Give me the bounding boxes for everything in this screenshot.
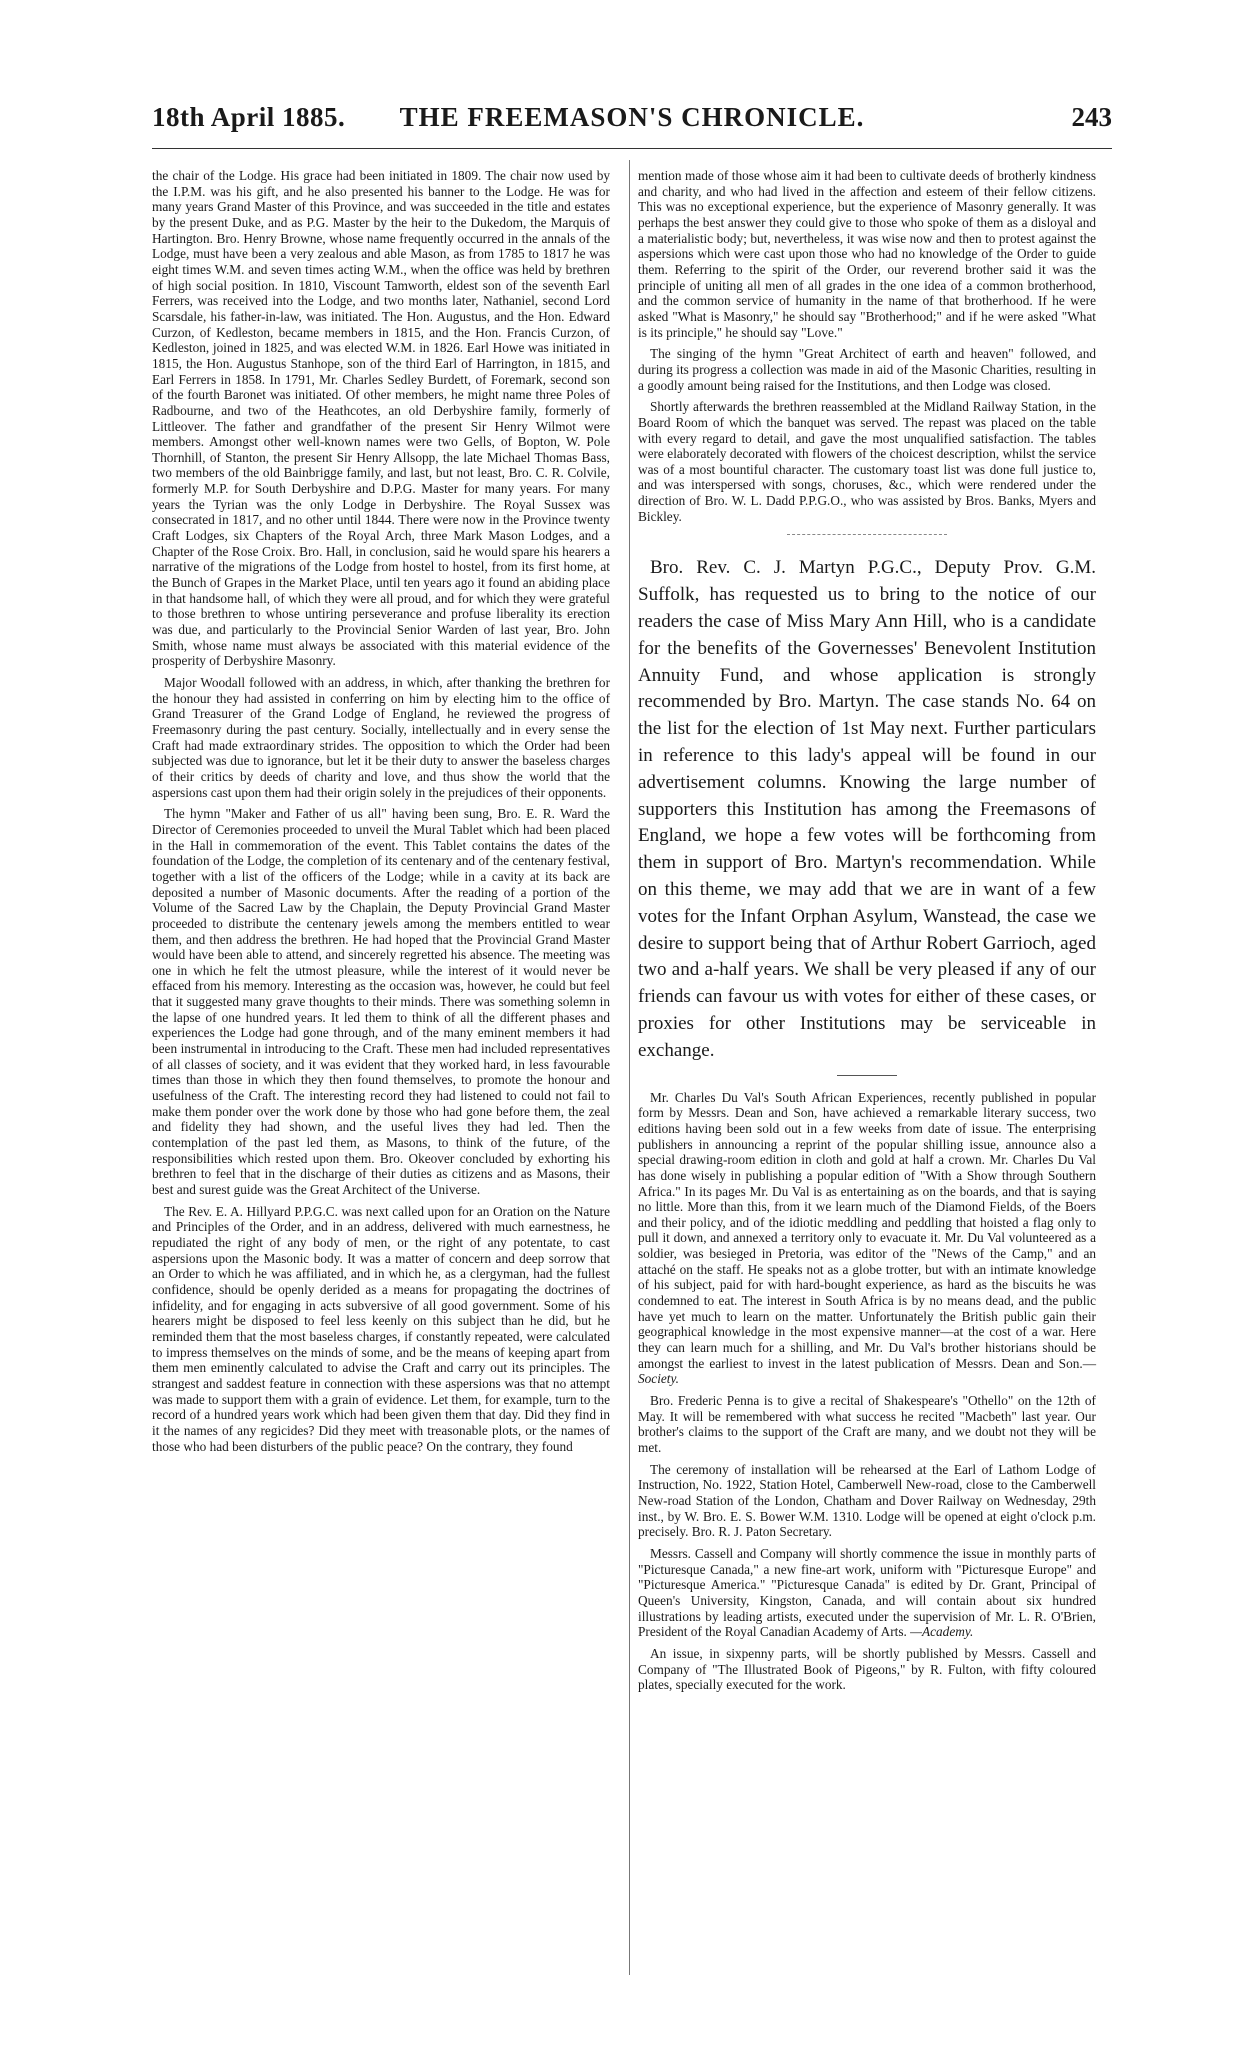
news-note [638, 1646, 1096, 1693]
news-note-text: Messrs. Cassell and Company will shortly commence the issue in monthly parts of "Picturesque Canada," a new fine-art work, uniform with "Picturesque Europe" and "Picturesque America." "Picturesque Canada" is edited by Dr. Grant, Principal of Queen's University, Kingston, Canada, and will contain about six hundred illustrations by leading artists, executed under the supervision of Mr. L. R. O'Brien, President of the Royal Canadian Academy of Arts. [638, 1545, 1096, 1640]
masthead [152, 96, 1112, 136]
editorial-notice: Bro. Rev. C. J. Martyn P.G.C., Deputy Prov. G.M. Suffolk, has requested us to bring to the notice of our readers the case of Miss Mary Ann Hill, who is a candidate for the benefits of the Governesses' Benevolent Institution Annuity Fund, and whose application is strongly recommended by Bro. Martyn. The case stands No. 64 on the list for the election of 1st May next. Further particulars in reference to this lady's appeal will be found in our advertisement columns. Knowing the large number of supporters this Institution has among the Freemasons of England, we hope a few votes will be forthcoming from them in support of Bro. Martyn's recommendation. While on this theme, we may add that we are in want of a few votes for the Infant Orphan Asylum, Wanstead, the case we desire to support being that of Arthur Robert Garrioch, aged two and a-half years. We shall be very pleased if any of our friends can favour us with votes for either of these cases, or proxies for other Institutions may be serviceable in exchange. [638, 557, 1096, 1061]
article-paragraph: Shortly afterwards the brethren reassembled at the Midland Railway Station, in the Board Room of which the banquet was served. The repast was placed on the table with every regard to detail, and gave the most unqualified satisfaction. The tables were elaborately decorated with flowers of the choicest description, whilst the service was of a most bountiful character. The customary toast list was done full justice to, and was interspersed with songs, choruses, &c., which were rendered under the direction of Bro. W. L. Dadd P.P.G.O., who was assisted by Bros. Banks, Myers and Bickley. [638, 399, 1096, 524]
news-note-text: Mr. Charles Du Val's South African Experiences, recently published in popular form by Messrs. Dean and Son, have achieved a remarkable literary success, two editions having been sold out in a few weeks from date of issue. The enterprising publishers in announcing a reprint of the popular shilling issue, announce also a special drawing-room edition in cloth and gold at half a crown. Mr. Charles Du Val has done wisely in publishing a popular edition of "With a Show through Southern Africa." In its pages Mr. Du Val is as entertaining as on the boards, and that is saying no little. More than this, from it we learn much of the Diamond Fields, of the Boers and their policy, and of the idiotic meddling and peddling that hoisted a flag only to pull it down, and annexed a territory only to evacuate it. Mr. Du Val volunteered as a soldier, was besieged in Pretoria, was editor of the "News of the Camp," and an attaché on the staff. He speaks not as a globe trotter, but with an intimate knowledge of his subject, paid for with hard-bought experience, as hard as the biscuits he was condemned to eat. The interest in South Africa is by no means dead, and the public have yet much to learn on the matter. Unfortunately the British public gain their geographical knowledge in the most expensive manner—at the cost of a war. Here they can learn much for a shilling, and Mr. Du Val's brother historians should be amongst the earliest to invest in the latest publication of Messrs. Dean and Son.— [638, 1089, 1096, 1371]
news-note-text: An issue, in sixpenny parts, will be shortly published by Messrs. Cassell and Company of "The Illustrated Book of Pigeons," by R. Fulton, with fifty coloured plates, specially executed for the work. [638, 1645, 1096, 1693]
news-note-text: The ceremony of installation will be rehearsed at the Earl of Lathom Lodge of Instruction, No. 1922, Station Hotel, Camberwell New-road, close to the Camberwell New-road Station of the London, Chatham and Dover Railway on Wednesday, 29th inst., by W. Bro. E. S. Bower W.M. 1310. Lodge will be opened at eight o'clock p.m. precisely. Bro. R. J. Paton Secretary. [638, 1461, 1096, 1540]
news-note-attribution: —Academy. [910, 1624, 974, 1640]
news-note [638, 1546, 1096, 1640]
article-paragraph: The singing of the hymn "Great Architect of earth and heaven" followed, and during its progress a collection was made in aid of the Masonic Charities, resulting in a goodly amount being raised for the Institutions, and then Lodge was closed. [638, 346, 1096, 393]
notice-rule [837, 1075, 897, 1076]
issue-date: 18th April 1885. [152, 102, 346, 132]
section-divider [787, 534, 947, 535]
page-number: 243 [1071, 102, 1112, 132]
news-note [638, 1090, 1096, 1387]
article-paragraph: Major Woodall followed with an address, in which, after thanking the brethren for the honour they had assisted in conferring on him by electing him to the office of Grand Treasurer of the Grand Lodge of England, he reviewed the progress of Freemasonry during the past century. Socially, intellectually and in every sense the Craft had made extraordinary strides. The opposition to which the Order had been subjected was due to ignorance, but let it be their duty to answer the baseless charges of their critics by deeds of charity and love, and thus show the world that the aspersions cast upon them had their origin solely in the prejudices of their opponents. [152, 675, 610, 800]
masthead-rule [152, 148, 1112, 149]
article-paragraph: the chair of the Lodge. His grace had been initiated in 1809. The chair now used by the I.P.M. was his gift, and he also presented his banner to the Lodge. He was for many years Grand Master of this Province, and was succeeded in the title and estates by the present Duke, and as P.G. Master by the heir to the Dukedom, the Marquis of Hartington. Bro. Henry Browne, whose name frequently occurred in the annals of the Lodge, must have been a very zealous and able Mason, as from 1785 to 1817 he was eight times W.M. and seven times acting W.M., when the office was held by brethren of high social position. In 1810, Viscount Tamworth, eldest son of the seventh Earl Ferrers, was received into the Lodge, and two months later, Nathaniel, second Lord Scarsdale, his father-in-law, was initiated. The Hon. Augustus, and the Hon. Edward Curzon, of Kedleston, became members in 1815, and the Hon. Francis Curzon, of Kedleston, joined in 1825, and was elected W.M. in 1826. Earl Howe was initiated in 1815, the Hon. Augustus Stanhope, son of the third Earl of Harrington, in 1815, and Earl Ferrers in 1858. In 1791, Mr. Charles Sedley Burdett, of Foremark, second son of the fourth Baronet was initiated. Of other members, he might name three Poles of Radbourne, and two of the Heathcotes, an old Derbyshire family, formerly of Littleover. The father and grandfather of the present Sir Henry Wilmot were members. Amongst other well-known names were two Gells, of Bopton, W. Pole Thornhill, of Stanton, the present Sir Henry Allsopp, the late Michael Thomas Bass, two members of the old Bainbrigge family, and last, but not least, Bro. C. R. Colvile, formerly M.P. for South Derbyshire and D.P.G. Master for many years. For many years the Tyrian was the only Lodge in Derbyshire. The Royal Sussex was consecrated in 1817, and no other until 1844. There were now in the Province twenty Craft Lodges, six Chapters of the Royal Arch, three Mark Mason Lodges, and a Chapter of the Rose Croix. Bro. Hall, in conclusion, said he would spare his hearers a narrative of the migrations of the Lodge from hostel to hostel, from its first home, at the Bunch of Grapes in the Market Place, until ten years ago it found an abiding place in that handsome hall, of which they were all proud, and for which they were grateful to those brethren to whose untiring perseverance and profuse liberality its erection was due, and particularly to the Provincial Senior Warden of last year, Bro. John Smith, whose name must always be associated with this material evidence of the prosperity of Derbyshire Masonry. [152, 168, 610, 669]
left-column [152, 168, 610, 1460]
article-paragraph: The hymn "Maker and Father of us all" having been sung, Bro. E. R. Ward the Director of Ceremonies proceeded to unveil the Mural Tablet which had been placed in the Hall in commemoration of the event. This Tablet contains the dates of the foundation of the Lodge, the completion of its centenary and of the centenary festival, together with a list of the officers of the Lodge; while in a cavity at its back are deposited a number of Masonic documents. After the reading of a portion of the Volume of the Sacred Law by the Chaplain, the Deputy Provincial Grand Master proceeded to distribute the centenary jewels among the members entitled to wear them, and then address the brethren. He had hoped that the Provincial Grand Master would have been able to attend, and sincerely regretted his absence. The meeting was one in which he felt the utmost pleasure, while the interest of it would never be effaced from his memory. Interesting as the occasion was, however, he could but feel that it suggested many grave thoughts to their minds. There was something solemn in the lapse of one hundred years. It led them to think of all the different phases and experiences the Lodge had gone through, and of the many eminent members it had been instrumental in introducing to the Craft. These men had included representatives of all classes of society, and it was evident that they worked hard, in less favourable times than those in which they then found themselves, to promote the honour and usefulness of the Craft. The interesting record they had listened to could not fail to make them ponder over the work done by those who had gone before them, the zeal and fidelity they had shown, and the useful lives they had led. Then the contemplation of the past led them, as Masons, to think of the future, of the responsibilities which rested upon them. Bro. Okeover concluded by exhorting his brethren to feel that in the discharge of their duties as citizens and as Masons, their best and surest guide was the Great Architect of the Universe. [152, 806, 610, 1197]
news-note [638, 1462, 1096, 1540]
news-note [638, 1393, 1096, 1456]
column-divider [629, 160, 630, 1975]
right-column [638, 168, 1096, 1699]
news-note-text: Bro. Frederic Penna is to give a recital of Shakespeare's "Othello" on the 12th of May. It will be remembered with what success he recited "Macbeth" last year. Our brother's claims to the support of the Craft are many, and we doubt not they will be met. [638, 1393, 1096, 1456]
article-paragraph: The Rev. E. A. Hillyard P.P.G.C. was next called upon for an Oration on the Nature and Principles of the Order, and in an address, delivered with much earnestness, he repudiated the right of any body of men, or the right of any potentate, to cast aspersions upon the Masonic body. It was a matter of concern and deep sorrow that an Order to which he was affiliated, and in which he, as a clergyman, had the fullest confidence, should be openly derided as a means for propagating the doctrines of infidelity, and for engaging in acts subversive of all good government. Some of his hearers might be disposed to feel less keenly on this subject than he did, but he reminded them that the most baseless charges, if constantly repeated, were calculated to impress themselves on the minds of some, and be the means of keeping apart from them men eminently calculated to advise the Craft and carry out its principles. The strangest and saddest feature in connection with these aspersions was that no attempt was made to support them with a grain of evidence. Let them, for example, turn to the record of a hundred years work which had been given them that day. Did they find in it the names of any regicides? Did they meet with treasonable plots, or the names of those who had been disturbers of the public peace? On the contrary, they found [152, 1203, 610, 1454]
publication-title: THE FREEMASON'S CHRONICLE. [399, 102, 865, 132]
news-note-attribution: Society. [638, 1371, 679, 1387]
article-paragraph: mention made of those whose aim it had been to cultivate deeds of brotherly kindness and charity, and who had lived in the affection and esteem of their fellow citizens. This was no exceptional experience, but the experience of Masonry generally. It was perhaps the best answer they could give to those who spoke of them as a disloyal and a materialistic body; but, nevertheless, it was wise now and then to protest against the aspersions which were cast upon those who had no knowledge of the Order to guide them. Referring to the spirit of the Order, our reverend brother said it was the principle of uniting all men of all grades in the one idea of a common brotherhood, and the common service of humanity in the name of that brotherhood. If he were asked "What is Masonry," he should say "Brotherhood;" and if he were asked "What is its principle," he should say "Love." [638, 168, 1096, 340]
